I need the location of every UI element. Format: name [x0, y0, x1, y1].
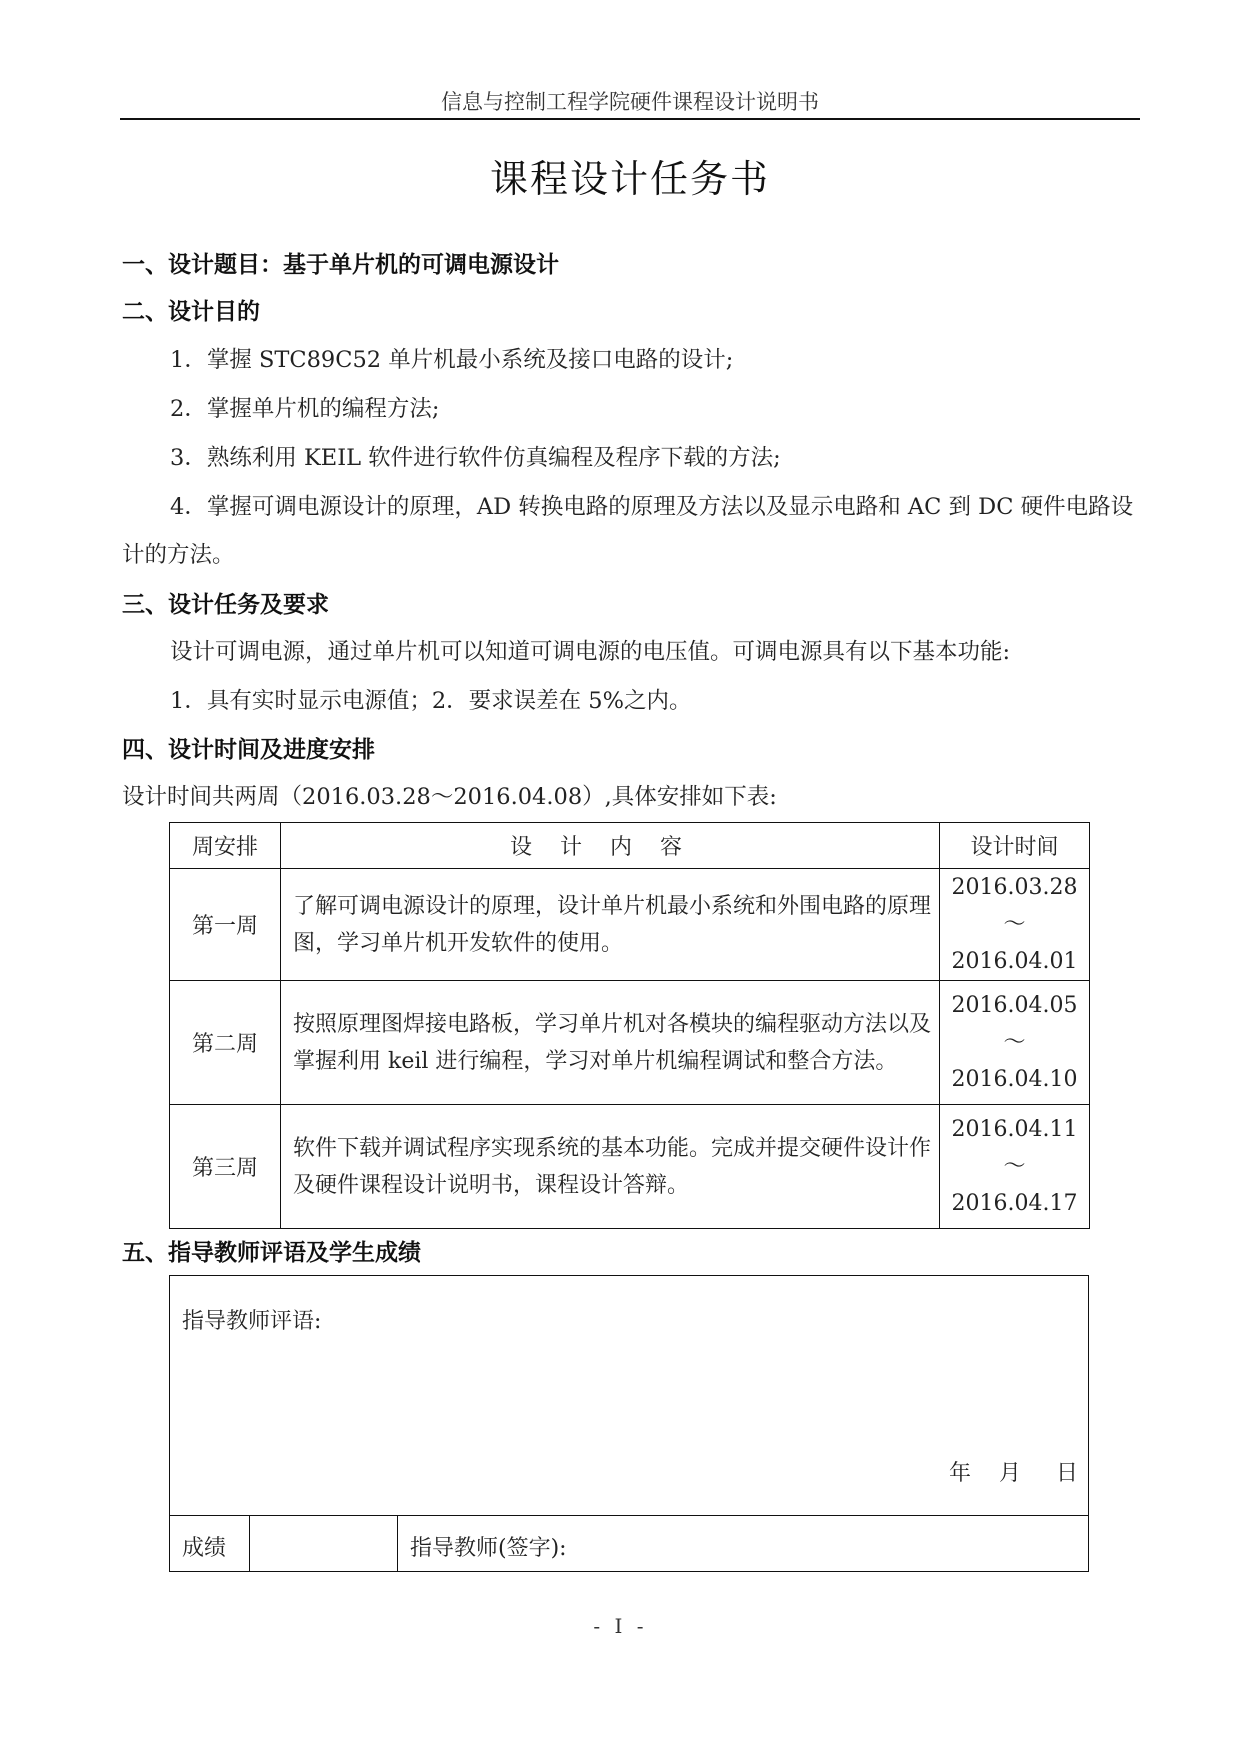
header-time: 设计时间 [940, 823, 1090, 869]
time-separator: ～ [1003, 912, 1026, 937]
running-header: 信息与控制工程学院硬件课程设计说明书 [441, 90, 819, 114]
purpose-item: 4．掌握可调电源设计的原理，AD 转换电路的原理及方法以及显示电路和 AC 到 DC 硬件电路设 [170, 494, 1134, 520]
time-start: 2016.03.28 [951, 875, 1078, 900]
header-week: 周安排 [170, 823, 281, 869]
schedule-header-row [170, 823, 1090, 869]
document-title: 课程设计任务书 [489, 157, 770, 201]
header-content-label: 设计内容 [509, 835, 710, 860]
schedule-intro: 设计时间共两周（2016.03.28～2016.04.08）,具体安排如下表: [122, 784, 777, 810]
time-cell [940, 869, 1090, 981]
week-cell: 第一周 [170, 869, 281, 981]
score-value-divider [397, 1515, 398, 1571]
evaluation-divider [170, 1515, 1088, 1516]
time-cell [940, 981, 1090, 1105]
table-row [170, 981, 1090, 1105]
evaluation-box [169, 1275, 1089, 1572]
page-number: - I - [593, 1614, 648, 1638]
time-separator: ～ [1003, 1030, 1026, 1055]
content-cell: 按照原理图焊接电路板，学习单片机对各模块的编程驱动方法以及掌握利用 keil 进行编程，学习对单片机编程调试和整合方法。 [281, 981, 940, 1105]
week-cell: 第三周 [170, 1105, 281, 1229]
table-row [170, 869, 1090, 981]
purpose-item-continuation: 计的方法。 [122, 542, 235, 568]
time-start: 2016.04.11 [951, 1117, 1078, 1142]
week-cell: 第二周 [170, 981, 281, 1105]
evaluation-heading: 五、指导教师评语及学生成绩 [122, 1240, 421, 1266]
teacher-comment-label: 指导教师评语: [182, 1309, 322, 1334]
header-rule [120, 118, 1140, 120]
time-start: 2016.04.05 [951, 993, 1078, 1018]
purpose-item: 3．熟练利用 KEIL 软件进行软件仿真编程及程序下载的方法; [170, 445, 781, 471]
time-end: 2016.04.17 [951, 1191, 1078, 1216]
content-cell: 软件下载并调试程序实现系统的基本功能。完成并提交硬件设计作及硬件课程设计说明书，课程设计答辩。 [281, 1105, 940, 1229]
schedule-table [169, 822, 1090, 1229]
date-line: 年 月 日 [949, 1461, 1078, 1486]
table-row [170, 1105, 1090, 1229]
purpose-item: 1．掌握 STC89C52 单片机最小系统及接口电路的设计; [170, 347, 734, 373]
topic-heading: 一、设计题目：基于单片机的可调电源设计 [122, 252, 559, 278]
task-requirements: 1．具有实时显示电源值；2．要求误差在 5%之内。 [170, 688, 692, 714]
time-cell [940, 1105, 1090, 1229]
purpose-heading: 二、设计目的 [122, 299, 260, 325]
score-column-divider [249, 1515, 250, 1571]
time-end: 2016.04.10 [951, 1067, 1078, 1092]
time-separator: ～ [1003, 1154, 1026, 1179]
schedule-heading: 四、设计时间及进度安排 [122, 737, 375, 763]
task-description: 设计可调电源，通过单片机可以知道可调电源的电压值。可调电源具有以下基本功能: [170, 639, 1011, 665]
task-heading: 三、设计任务及要求 [122, 592, 329, 618]
teacher-signature-label: 指导教师(签字): [410, 1536, 567, 1561]
purpose-item: 2．掌握单片机的编程方法; [170, 396, 440, 422]
score-label: 成绩 [182, 1536, 227, 1561]
content-cell: 了解可调电源设计的原理，设计单片机最小系统和外围电路的原理图，学习单片机开发软件的使用。 [281, 869, 940, 981]
header-content [281, 823, 940, 869]
time-end: 2016.04.01 [951, 949, 1078, 974]
